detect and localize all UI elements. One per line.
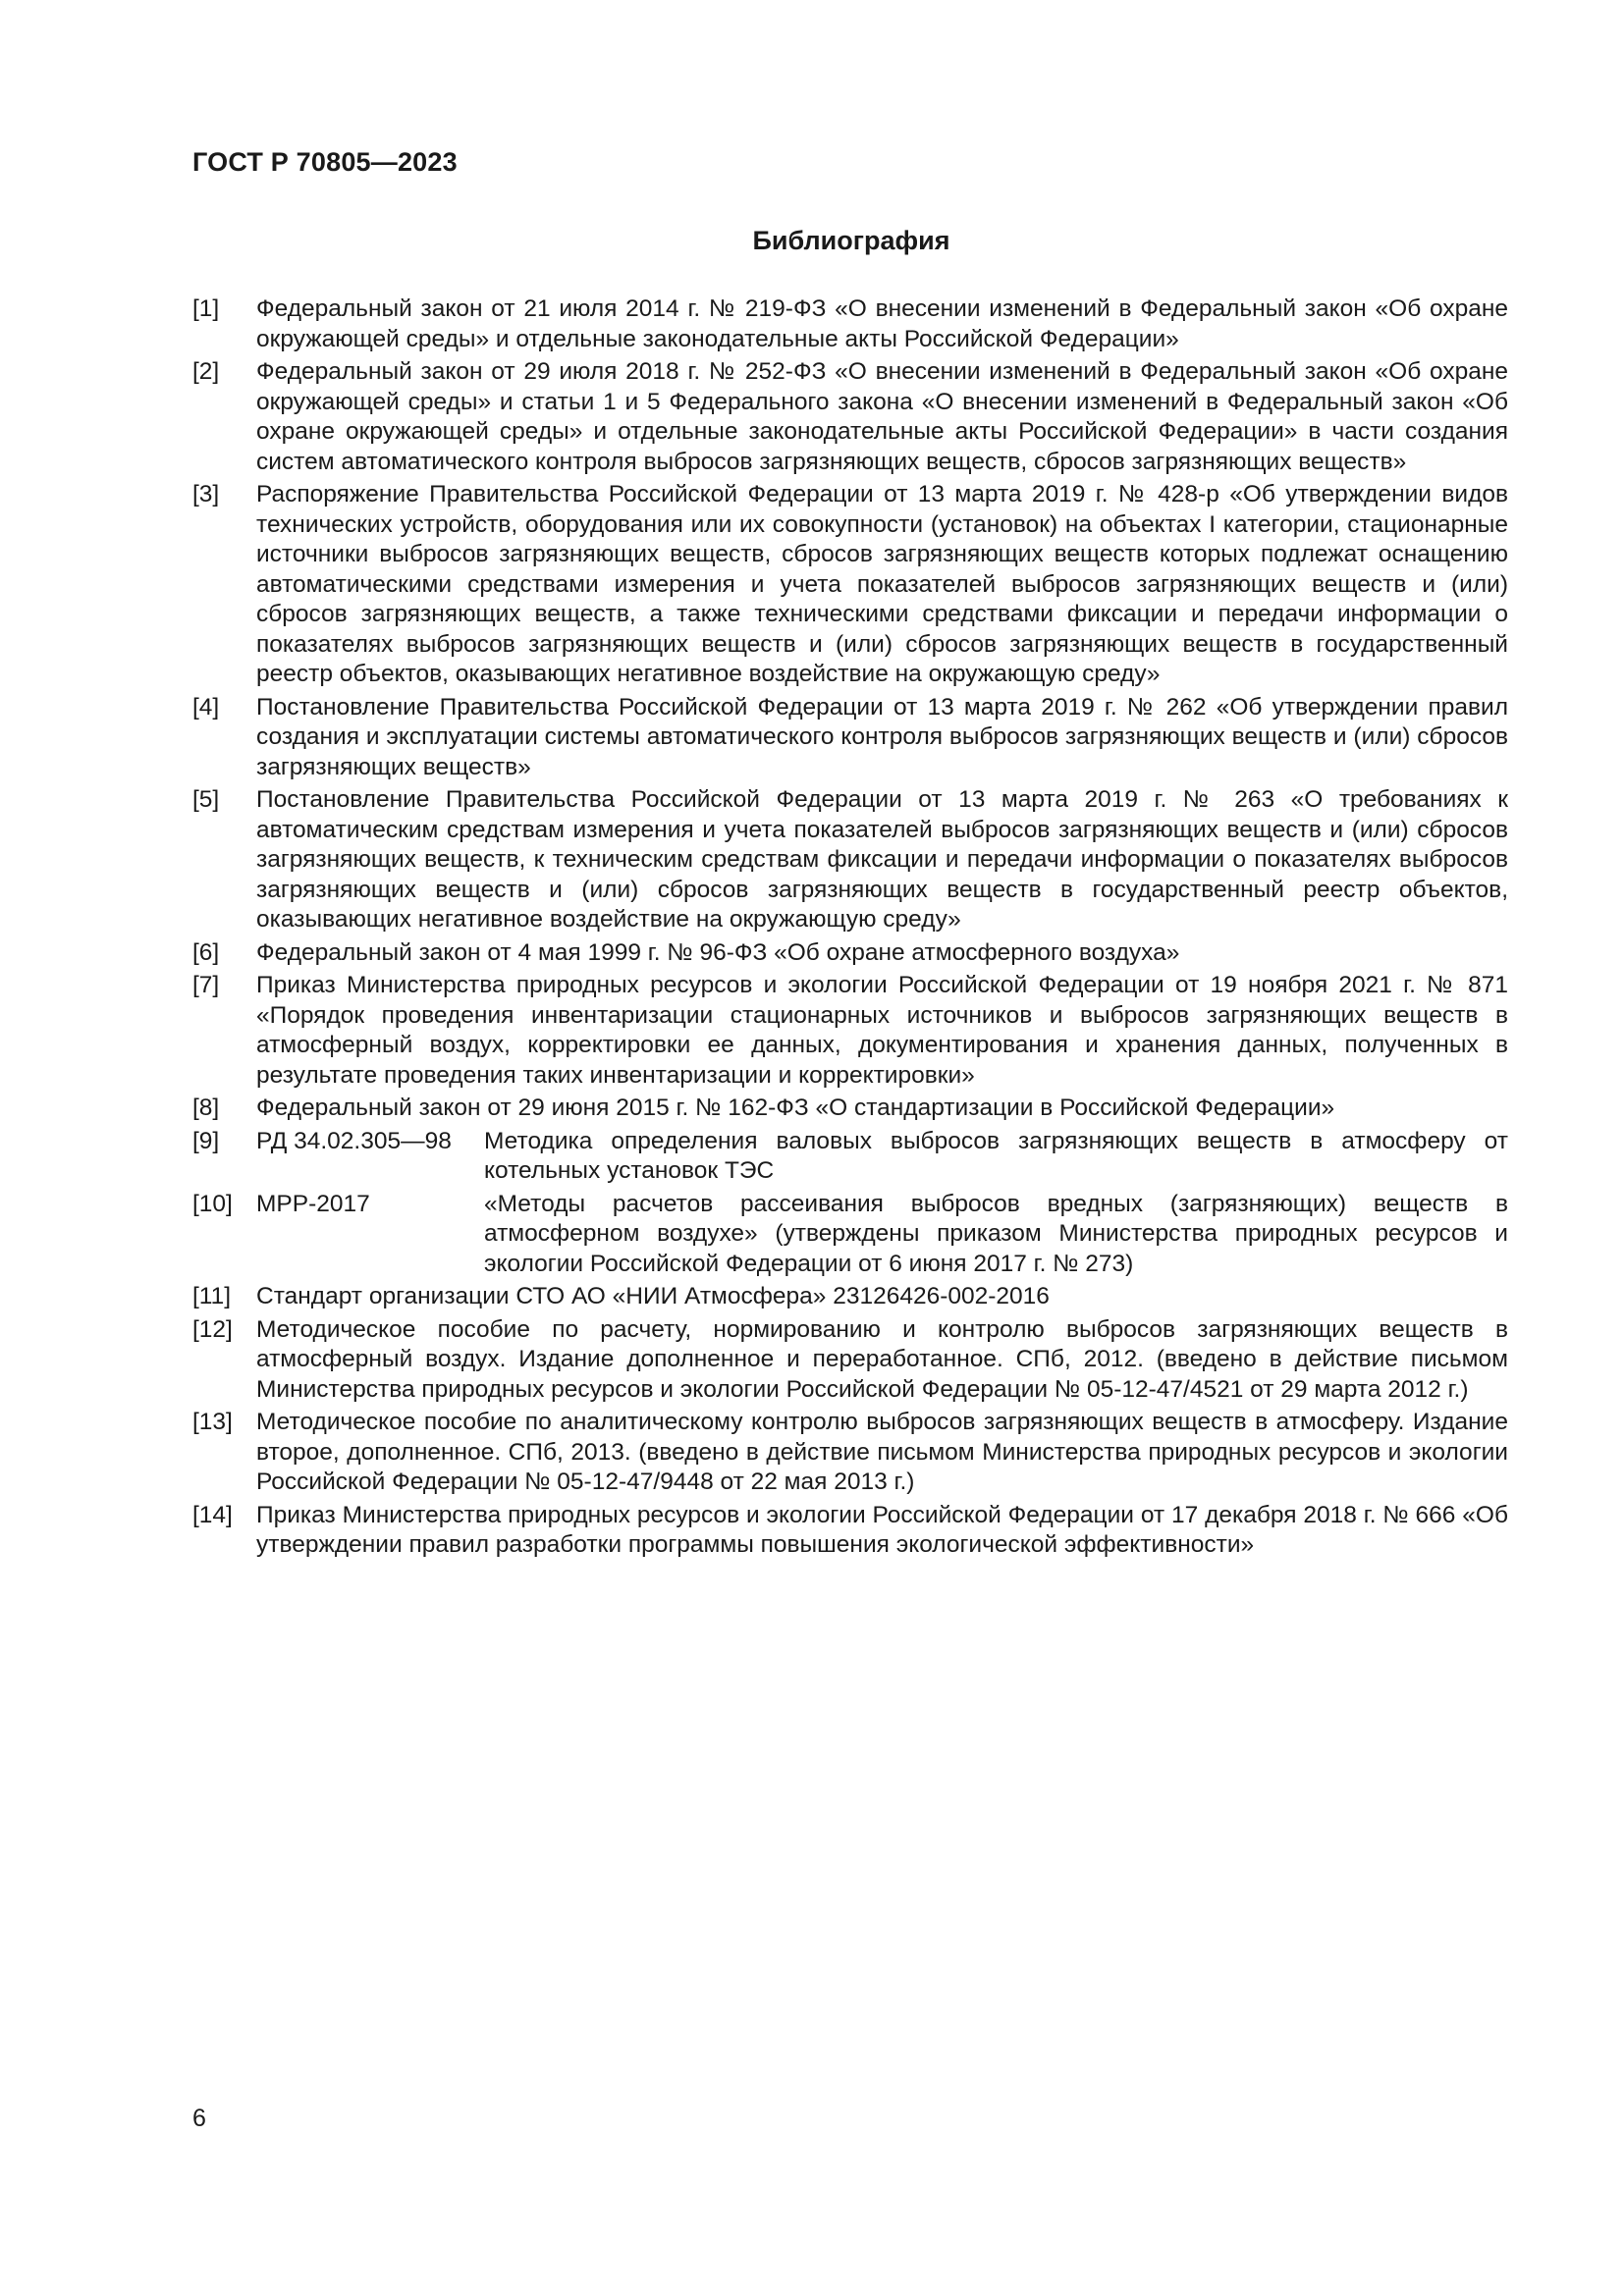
bibliography-entry [192,693,1508,783]
entry-text: Приказ Министерства природных ресурсов и экологии Российской Федерации от 17 декабря 2018 г. № 666 «Об утверждении правил разработки программы повышения экологической эффективности» [256,1501,1508,1558]
bibliography-entry [192,1127,1508,1187]
entry-number: [6] [192,938,220,966]
entry-number: [9] [192,1127,220,1154]
bibliography-entry [192,480,1508,690]
entry-text: Постановление Правительства Российской Федерации от 13 марта 2019 г. № 263 «О требованиях к автоматическим средствам измерения и учета показателей выбросов загрязняющих веществ и (или) сбросов загрязняющих веществ, к техническим средствам фиксации и передачи информации о показателях выбросов загрязняющих веществ и (или) сбросов загрязняющих веществ в государственный реестр объектов, оказывающих негативное воздействие на окружающую среду» [256,786,1508,933]
bibliography-entry [192,1094,1508,1124]
entry-number: [13] [192,1409,233,1435]
bibliography-entry [192,785,1508,935]
entry-number: [3] [192,481,220,507]
bibliography-entry [192,357,1508,477]
entry-text: Федеральный закон от 29 июля 2018 г. № 252-ФЗ «О внесении изменений в Федеральный закон «Об охране окружающей среды» и статьи 1 и 5 Федерального закона «О внесении изменений в Федеральный закон «Об охране окружающей среды» и отдельные законодательные акты Российской Федерации» в части создания систем автоматического контроля выбросов загрязняющих веществ, сбросов загрязняющих веществ» [256,358,1508,475]
entry-body [256,1127,1508,1187]
entry-text: Приказ Министерства природных ресурсов и экологии Российской Федерации от 19 ноября 2021 г. № 871 «Порядок проведения инвентаризации стационарных источников и выбросов загрязняющих веществ в атмосферный воздух, корректировки ее данных, документирования и хранения данных, полученных в результате проведения таких инвентаризации и корректировки» [256,972,1508,1089]
section-title: Библиография [752,226,950,255]
entry-text: Постановление Правительства Российской Федерации от 13 марта 2019 г. № 262 «Об утверждении правил создания и эксплуатации системы автоматического контроля выбросов загрязняющих веществ и (или) сбросов загрязняющих веществ» [256,693,1508,780]
entry-number: [14] [192,1501,233,1528]
bibliography-entry [192,1190,1508,1280]
bibliography-list [192,294,1508,1564]
bibliography-entry [192,971,1508,1091]
bibliography-entry [192,1282,1508,1312]
entry-number: [1] [192,295,220,322]
entry-text: Методическое пособие по расчету, нормированию и контролю выбросов загрязняющих веществ в атмосферный воздух. Издание дополненное и переработанное. СПб, 2012. (введено в действие письмом Министерства природных ресурсов и экологии Российской Федерации № 05-12-47/4521 от 29 марта 2012 г.) [256,1315,1508,1403]
entry-text: «Методы расчетов рассеивания выбросов вредных (загрязняющих) веществ в атмосферном воздухе» (утверждены приказом Министерства природных ресурсов и экологии Российской Федерации от 6 июня 2017 г. № 273) [484,1190,1508,1277]
entry-number: [12] [192,1315,233,1343]
entry-number: [11] [192,1283,232,1309]
entry-number: [8] [192,1095,220,1121]
entry-body [256,1190,1508,1280]
entry-number: [2] [192,358,220,385]
bibliography-entry [192,938,1508,969]
entry-code: МРР-2017 [256,1190,370,1217]
bibliography-entry [192,294,1508,354]
entry-number: [4] [192,693,220,721]
bibliography-entry [192,1501,1508,1561]
document-code: ГОСТ Р 70805—2023 [192,147,458,177]
entry-number: [7] [192,972,220,998]
entry-text: Федеральный закон от 21 июля 2014 г. № 219-ФЗ «О внесении изменений в Федеральный закон «Об охране окружающей среды» и отдельные законодательные акты Российской Федерации» [256,295,1508,352]
entry-text: Федеральный закон от 4 мая 1999 г. № 96-ФЗ «Об охране атмосферного воздуха» [256,938,1180,966]
entry-text: Стандарт организации СТО АО «НИИ Атмосфера» 23126426-002-2016 [256,1283,1050,1309]
entry-code: РД 34.02.305—98 [256,1127,452,1154]
page-number: 6 [192,2105,206,2132]
entry-text: Федеральный закон от 29 июня 2015 г. № 162-ФЗ «О стандартизации в Российской Федерации» [256,1095,1335,1121]
entry-number: [5] [192,786,220,813]
entry-text: Распоряжение Правительства Российской Федерации от 13 марта 2019 г. № 428-р «Об утверждении видов технических устройств, оборудования или их совокупности (установок) на объектах I категории, стационарные источники выбросов загрязняющих веществ, сбросов загрязняющих веществ которых подлежат оснащению автоматическими средствами измерения и учета показателей выбросов загрязняющих веществ и (или) сбросов загрязняющих веществ, а также техническими средствами фиксации и передачи информации о показателях выбросов загрязняющих веществ и (или) сбросов загрязняющих веществ в государственный реестр объектов, оказывающих негативное воздействие на окружающую среду» [256,481,1508,687]
entry-number: [10] [192,1190,233,1217]
entry-text: Методическое пособие по аналитическому контролю выбросов загрязняющих веществ в атмосферу. Издание второе, дополненное. СПб, 2013. (введено в действие письмом Министерства природных ресурсов и экологии Российской Федерации № 05-12-47/9448 от 22 мая 2013 г.) [256,1409,1508,1495]
entry-text: Методика определения валовых выбросов загрязняющих веществ в атмосферу от котельных установок ТЭС [484,1127,1508,1184]
bibliography-entry [192,1408,1508,1498]
bibliography-entry [192,1315,1508,1406]
